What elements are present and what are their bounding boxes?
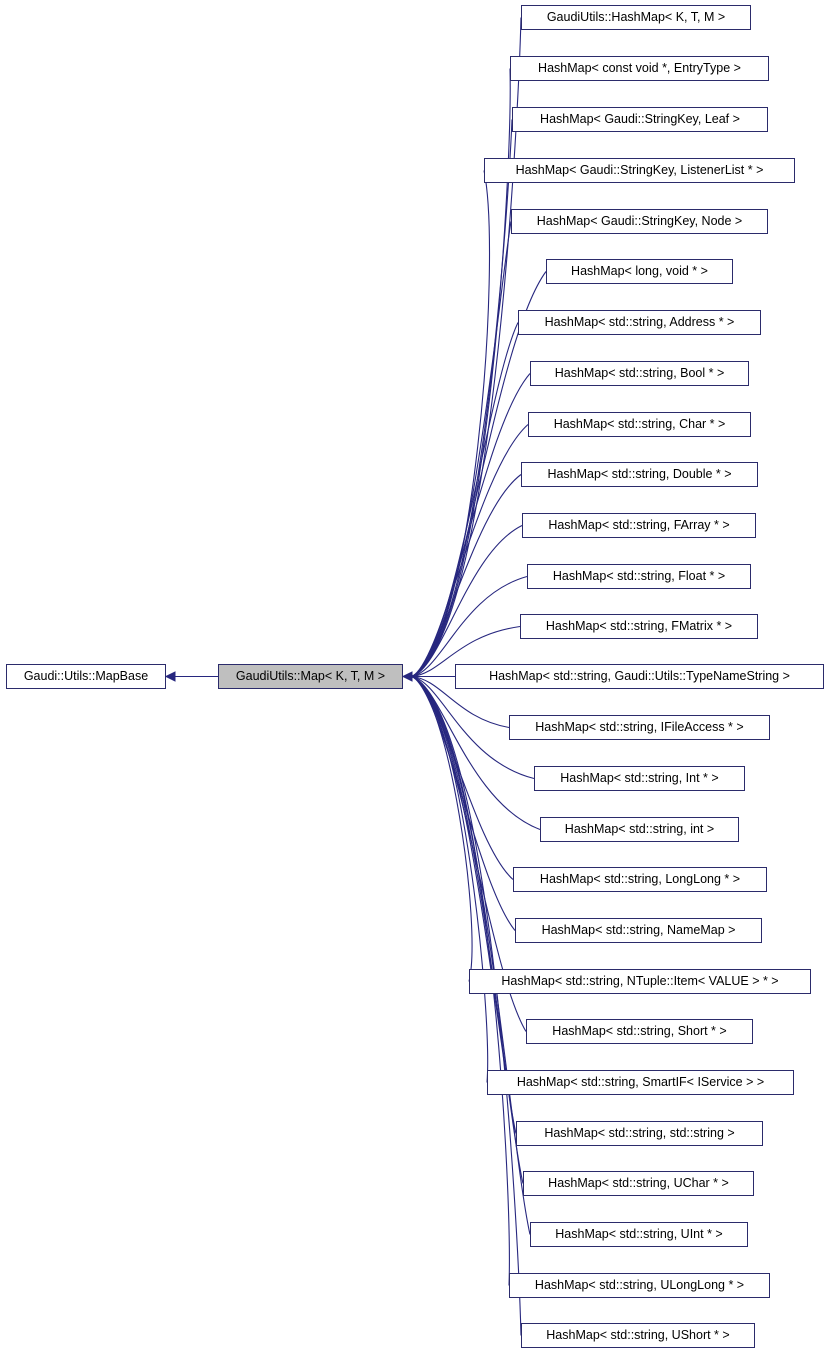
node-label: HashMap< std::string, UShort * > bbox=[546, 1328, 730, 1343]
node-derived-class-14[interactable] bbox=[509, 715, 770, 740]
node-derived-class-25[interactable] bbox=[509, 1273, 770, 1298]
node-label: HashMap< std::string, UChar * > bbox=[548, 1176, 729, 1191]
node-derived-class-11[interactable] bbox=[527, 564, 751, 589]
node-label: HashMap< std::string, NameMap > bbox=[541, 923, 736, 938]
node-derived-class-22[interactable] bbox=[516, 1121, 763, 1146]
node-label: HashMap< std::string, FMatrix * > bbox=[545, 619, 733, 634]
node-label: HashMap< std::string, FArray * > bbox=[548, 518, 730, 533]
node-label: HashMap< const void *, EntryType > bbox=[538, 61, 741, 76]
node-derived-class-19[interactable] bbox=[469, 969, 811, 994]
node-derived-class-7[interactable] bbox=[530, 361, 749, 386]
node-label: HashMap< std::string, ULongLong * > bbox=[534, 1278, 745, 1293]
node-derived-class-15[interactable] bbox=[534, 766, 745, 791]
node-derived-class-13[interactable] bbox=[455, 664, 824, 689]
node-derived-class-8[interactable] bbox=[528, 412, 751, 437]
node-derived-class-5[interactable] bbox=[546, 259, 733, 284]
node-label: HashMap< std::string, Gaudi::Utils::TypeNameString > bbox=[489, 669, 790, 684]
node-derived-class-23[interactable] bbox=[523, 1171, 754, 1196]
node-derived-class-24[interactable] bbox=[530, 1222, 748, 1247]
node-label: HashMap< std::string, std::string > bbox=[544, 1126, 735, 1141]
node-derived-class-9[interactable] bbox=[521, 462, 758, 487]
node-label: HashMap< long, void * > bbox=[571, 264, 708, 279]
node-derived-class-1[interactable] bbox=[510, 56, 769, 81]
node-derived-class-21[interactable] bbox=[487, 1070, 794, 1095]
node-label: HashMap< std::string, NTuple::Item< VALUE > * > bbox=[501, 974, 779, 989]
node-derived-class-4[interactable] bbox=[511, 209, 768, 234]
node-base-class[interactable] bbox=[6, 664, 166, 689]
node-label: HashMap< std::string, Double * > bbox=[547, 467, 732, 482]
node-derived-class-18[interactable] bbox=[515, 918, 762, 943]
node-label: HashMap< std::string, IFileAccess * > bbox=[535, 720, 744, 735]
node-label: HashMap< std::string, Int * > bbox=[560, 771, 719, 786]
node-derived-class-17[interactable] bbox=[513, 867, 767, 892]
node-label: GaudiUtils::Map< K, T, M > bbox=[235, 669, 386, 684]
node-label: HashMap< std::string, Address * > bbox=[544, 315, 735, 330]
node-derived-class-3[interactable] bbox=[484, 158, 795, 183]
node-label: Gaudi::Utils::MapBase bbox=[23, 669, 149, 684]
node-label: HashMap< std::string, Bool * > bbox=[554, 366, 725, 381]
node-label: HashMap< std::string, int > bbox=[564, 822, 715, 837]
node-derived-class-0[interactable] bbox=[521, 5, 751, 30]
node-derived-class-12[interactable] bbox=[520, 614, 758, 639]
node-label: HashMap< std::string, SmartIF< IService > > bbox=[516, 1075, 765, 1090]
node-label: HashMap< std::string, Float * > bbox=[552, 569, 726, 584]
node-label: GaudiUtils::HashMap< K, T, M > bbox=[546, 10, 726, 25]
node-label: HashMap< std::string, Char * > bbox=[553, 417, 726, 432]
node-derived-class-20[interactable] bbox=[526, 1019, 753, 1044]
node-derived-class-2[interactable] bbox=[512, 107, 768, 132]
node-derived-class-26[interactable] bbox=[521, 1323, 755, 1348]
node-current-class[interactable] bbox=[218, 664, 403, 689]
node-label: HashMap< std::string, UInt * > bbox=[555, 1227, 723, 1242]
node-label: HashMap< Gaudi::StringKey, ListenerList * > bbox=[515, 163, 764, 178]
node-label: HashMap< Gaudi::StringKey, Leaf > bbox=[540, 112, 740, 127]
node-label: HashMap< std::string, LongLong * > bbox=[539, 872, 741, 887]
node-derived-class-10[interactable] bbox=[522, 513, 756, 538]
node-label: HashMap< Gaudi::StringKey, Node > bbox=[536, 214, 743, 229]
node-derived-class-6[interactable] bbox=[518, 310, 761, 335]
node-label: HashMap< std::string, Short * > bbox=[552, 1024, 727, 1039]
node-derived-class-16[interactable] bbox=[540, 817, 739, 842]
